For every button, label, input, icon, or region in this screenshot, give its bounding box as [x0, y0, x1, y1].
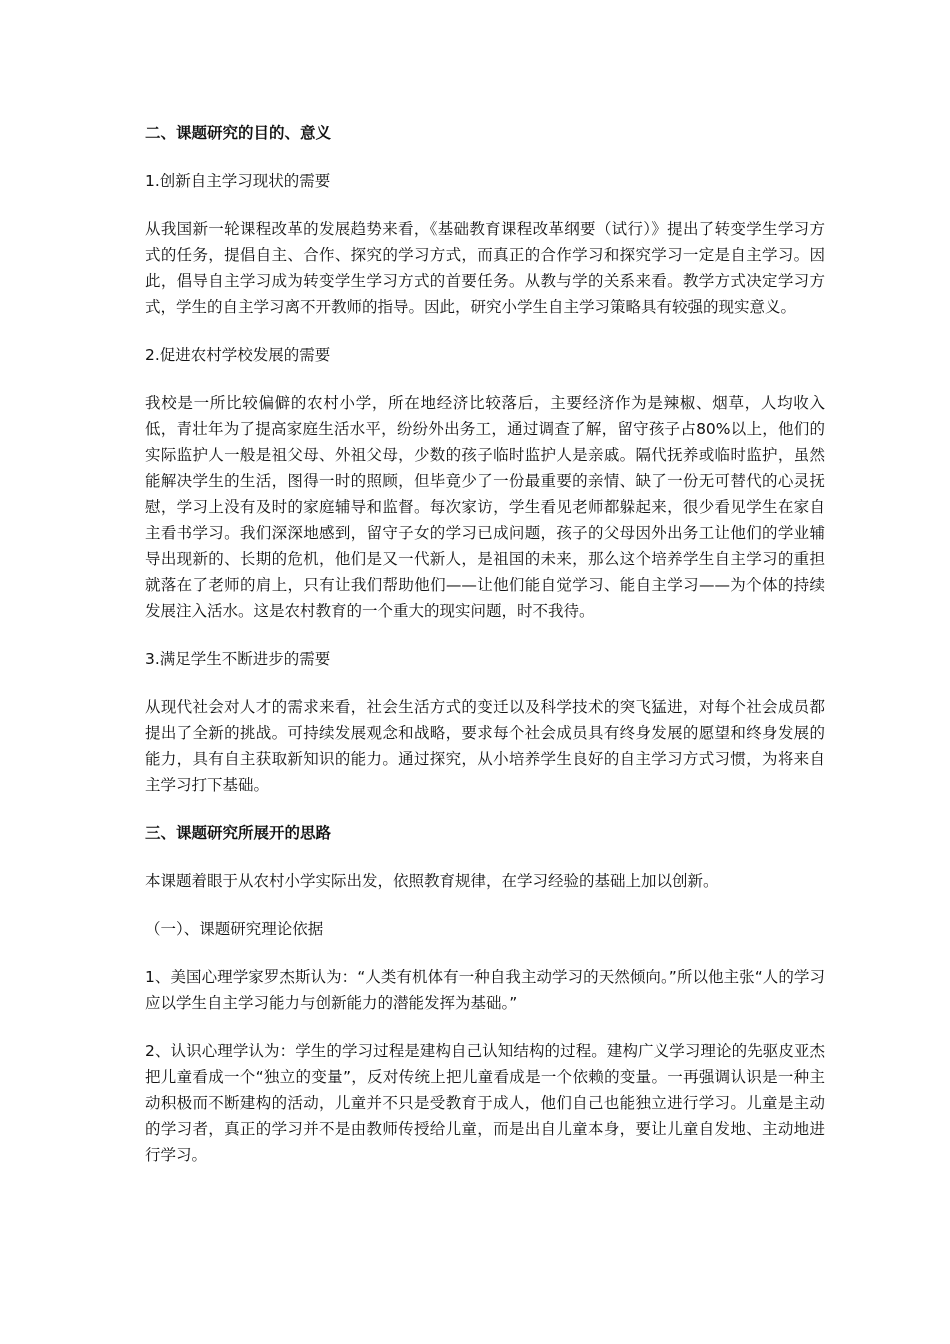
paragraph-theory-cognitive: 2、认识心理学认为：学生的学习过程是建构自己认知结构的过程。建构广义学习理论的先驱皮亚杰把儿童看成一个“独立的变量”，反对传统上把儿童看成是一个依赖的变量。一再强调认识是一种主动积极而不断建构的活动，儿童并不只是受教育于成人，他们自己也能独立进行学习。儿童是主动的学习者，真正的学习并不是由教师传授给儿童，而是出自儿童本身，要让儿童自发地、主动地进行学习。: [145, 1042, 825, 1164]
subheading-theory-basis: （一）、课题研究理论依据: [145, 920, 324, 938]
subheading-student-progress: 3.满足学生不断进步的需要: [145, 650, 331, 668]
paragraph-innovation: 从我国新一轮课程改革的发展趋势来看，《基础教育课程改革纲要（试行）》提出了转变学生学习方式的任务，提倡自主、合作、探究的学习方式，而真正的合作学习和探究学习一定是自主学习。因此，倡导自主学习成为转变学生学习方式的首要任务。从教与学的关系来看。教学方式决定学习方式，学生的自主学习离不开教师的指导。因此，研究小学生自主学习策略具有较强的现实意义。: [145, 220, 825, 316]
subheading-rural-school: 2.促进农村学校发展的需要: [145, 346, 331, 364]
paragraph-theory-rogers: 1、美国心理学家罗杰斯认为：“人类有机体有一种自我主动学习的天然倾向。”所以他主张“人的学习应以学生自主学习能力与创新能力的潜能发挥为基础。”: [145, 968, 825, 1012]
section-heading-purpose: 二、课题研究的目的、意义: [145, 124, 332, 142]
paragraph-rural-school: 我校是一所比较偏僻的农村小学，所在地经济比较落后，主要经济作为是辣椒、烟草，人均收入低，青壮年为了提高家庭生活水平，纷纷外出务工，通过调查了解，留守孩子占80%以上，他们的实际监护人一般是祖父母、外祖父母，少数的孩子临时监护人是亲戚。隔代抚养或临时监护，虽然能解决学生的生活，图得一时的照顾，但毕竟少了一份最重要的亲情、缺了一份无可替代的心灵抚慰，学习上没有及时的家庭辅导和监督。每次家访，学生看见老师都躲起来，很少看见学生在家自主看书学习。我们深深地感到，留守子女的学习已成问题，孩子的父母因外出务工让他们的学业辅导出现新的、长期的危机，他们是又一代新人，是祖国的未来，那么这个培养学生自主学习的重担就落在了老师的肩上，只有让我们帮助他们——让他们能自觉学习、能自主学习——为个体的持续发展注入活水。这是农村教育的一个重大的现实问题，时不我待。: [145, 394, 825, 620]
paragraph-approach-intro: 本课题着眼于从农村小学实际出发，依照教育规律，在学习经验的基础上加以创新。: [145, 872, 719, 890]
paragraph-student-progress: 从现代社会对人才的需求来看，社会生活方式的变迁以及科学技术的突飞猛进，对每个社会成员都提出了全新的挑战。可持续发展观念和战略，要求每个社会成员具有终身发展的愿望和终身发展的能力，具有自主获取新知识的能力。通过探究，从小培养学生良好的自主学习方式习惯，为将来自主学习打下基础。: [145, 698, 825, 794]
document-page: [145, 120, 825, 1190]
subheading-innovation: 1.创新自主学习现状的需要: [145, 172, 331, 190]
section-heading-approach: 三、课题研究所展开的思路: [145, 824, 332, 842]
